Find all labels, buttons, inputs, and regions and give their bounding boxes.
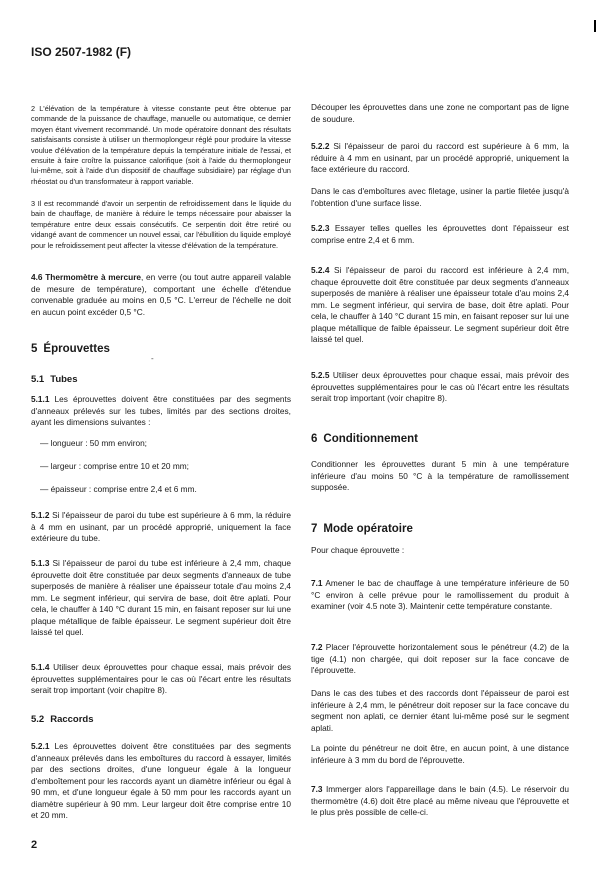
clause-5-2-2-text: Si l'épaisseur de paroi du raccord est supérieure à 6 mm, la réduire à 4 mm en usinant, par un procédé approprié, uniquement la face extérieure du raccord. <box>311 141 569 174</box>
clause-5-1-1 <box>31 394 291 429</box>
paragraph-weld-line: Découper les éprouvettes dans une zone ne comportant pas de ligne de soudure. <box>311 102 569 124</box>
section-5-2-heading <box>31 714 291 725</box>
paragraph-procedure-intro: Pour chaque éprouvette : <box>311 545 405 555</box>
clause-5-2-2 <box>311 141 569 176</box>
clause-4-6-text: , en verre (ou tout autre appareil valable de mesure de température), comportant une échelle d'étendue convenable graduée au moins en 0,5 °C. L'erreur de l'échelle ne doit en aucun point excéder 0,5 °C. <box>31 272 291 317</box>
clause-5-1-3-number: 5.1.3 <box>31 558 50 568</box>
section-6-title: Conditionnement <box>323 433 418 445</box>
paragraph-thin-wall-indenter: Dans le cas des tubes et des raccords dont l'épaisseur de paroi est inférieure à 2,4 mm, le pénétreur doit reposer sur la face concave du segment non aplati, ce dernier étant lui-même posé sur le segment aplati. <box>311 688 569 733</box>
clause-5-2-1-number: 5.2.1 <box>31 741 50 751</box>
section-6-heading <box>311 433 569 445</box>
clause-7-3-number: 7.3 <box>311 784 323 794</box>
section-7-title: Mode opératoire <box>323 523 413 535</box>
clause-5-1-2 <box>31 510 291 545</box>
paragraph-conditioning: Conditionner les éprouvettes durant 5 min à une température inférieure d'au moins 50 °C à la température de ramollissement supposée. <box>311 459 569 492</box>
section-5-2-title: Raccords <box>50 714 94 725</box>
clause-4-6-label: 4.6 Thermomètre à mercure <box>31 272 142 282</box>
clause-5-1-1-number: 5.1.1 <box>31 394 50 404</box>
margin-change-bar <box>594 20 596 32</box>
clause-5-2-1 <box>31 741 291 822</box>
section-5-title: Éprouvettes <box>43 343 110 355</box>
section-5-number: 5 <box>31 343 38 355</box>
clause-7-2-text: Placer l'éprouvette horizontalement sous le pénétreur (4.2) de la tige (4.1) non chargée, qui doit reposer sur la face concave de l'éprouvette. <box>311 642 570 675</box>
clause-5-2-1-text: Les éprouvettes doivent être constituées par des segments d'anneaux prélevés dans les emboîtures du raccord à essayer, limités par des sections droites, d'une longueur égale à la longueur d'emboîtement pour les raccords ayant un diamètre inférieur ou égal à 90 mm, et d'une longueur égale à 50 mm pour les raccords ayant un diamètre supérieur à 90 mm. Leur largeur doit être comprise entre 10 et 20 mm. <box>31 741 291 820</box>
paragraph-threaded-sockets: Dans le cas d'emboîtures avec filetage, usiner la partie filetée jusqu'à l'obtention d'une surface lisse. <box>311 186 569 208</box>
clause-7-3-text: Immerger alors l'appareillage dans le bain (4.5). Le réservoir du thermomètre (4.6) doit être placé au même niveau que l'éprouvette et le plus près possible de celle-ci. <box>311 784 570 817</box>
dimension-thickness: — épaisseur : comprise entre 2,4 et 6 mm. <box>40 484 197 494</box>
clause-5-1-1-text: Les éprouvettes doivent être constituées par des segments d'anneaux prélevés sur les tubes, limités par des sections droites, ayant les dimensions suivantes : <box>31 394 291 427</box>
clause-5-1-4-text: Utiliser deux éprouvettes pour chaque essai, mais prévoir des éprouvettes supplémentaires pour le cas où l'écart entre les résultats serait trop important (voir chapitre 8). <box>31 662 291 695</box>
section-5-heading <box>31 343 291 355</box>
clause-5-2-3 <box>311 223 569 246</box>
clause-7-1 <box>311 578 569 613</box>
clause-5-1-4-number: 5.1.4 <box>31 662 50 672</box>
clause-5-1-3-text: Si l'épaisseur de paroi du tube est inférieure à 2,4 mm, chaque éprouvette doit être constituée par deux segments d'anneaux de tube superposés de manière à réaliser une épaisseur totale d'au moins 2,4 mm. Le segment inférieur, qui servira de base, doit être aplati. Pour cela, le chauffer à 140 °C durant 15 min, en faisant reposer sur lui une plaque métallique de faible épaisseur. Le segment supérieur doit être laissé tel quel. <box>31 558 291 637</box>
clause-5-2-3-number: 5.2.3 <box>311 223 330 233</box>
paragraph-indenter-distance: La pointe du pénétreur ne doit être, en aucun point, à une distance inférieure à 3 mm du bord de l'éprouvette. <box>311 743 569 765</box>
section-7-number: 7 <box>311 523 318 535</box>
note-2: 2 L'élévation de la température à vitesse constante peut être obtenue par commande de la puissance de chauffage, manuelle ou automatique, ce dernier moyen étant vivement recommandé. Un mode opératoire donnant des résultats satisfaisants consiste à utiliser un thermoplongeur réglé pour produire la vitesse voulue d'élévation de la température depuis la température initiale de l'essai, et ensuite à faire croître la puissance calorifique (soit à l'aide du thermoplongeur lui-même, soit à l'aide d'un dispositif de chauffage subsidiaire) par réglage d'un rhéostat ou d'un transformateur à rapport variable. <box>31 104 291 186</box>
clause-5-2-5 <box>311 370 569 405</box>
section-5-1-number: 5.1 <box>31 374 45 385</box>
section-7-heading <box>311 523 569 535</box>
clause-7-2 <box>311 642 569 677</box>
clause-7-2-number: 7.2 <box>311 642 323 652</box>
section-6-number: 6 <box>311 433 318 445</box>
clause-5-2-4 <box>311 265 569 346</box>
stray-mark: - <box>151 354 154 363</box>
clause-4-6 <box>31 272 291 318</box>
clause-7-1-text: Amener le bac de chauffage à une température inférieure de 50 °C environ à celle prévue pour le ramollissement du produit à examiner (voir 4.5 note 3). Maintenir cette température constante. <box>311 578 569 611</box>
section-5-1-heading <box>31 374 291 385</box>
clause-5-2-4-text: Si l'épaisseur de paroi du raccord est inférieure à 2,4 mm, chaque éprouvette doit être constituée par deux segments d'anneaux superposés de manière à réaliser une épaisseur totale d'au moins 2,4 mm. Le segment inférieur, qui servira de base, doit être aplati. Pour cela, le chauffer à 140 °C durant 15 min, en faisant reposer sur lui une plaque métallique de faible épaisseur. Le segment supérieur doit être laissé tel quel. <box>311 265 569 344</box>
section-5-1-title: Tubes <box>50 374 78 385</box>
note-3: 3 Il est recommandé d'avoir un serpentin de refroidissement dans le liquide du bain de chauffage, de manière à réduire le temps nécessaire pour abaisser la température entre deux essais consécutifs. Ce serpentin doit être retiré ou vidangé avant de commencer un nouvel essai, car l'ébullition du liquide employé pour le refroidissement peut affecter la vitesse d'élévation de la température. <box>31 199 291 250</box>
clause-5-1-3 <box>31 558 291 639</box>
clause-5-1-2-number: 5.1.2 <box>31 510 50 520</box>
clause-5-2-5-text: Utiliser deux éprouvettes pour chaque essai, mais prévoir des éprouvettes supplémentaires pour le cas où l'écart entre les résultats serait trop important (voir chapitre 8). <box>311 370 569 403</box>
dimension-width: — largeur : comprise entre 10 et 20 mm; <box>40 461 189 471</box>
page-number: 2 <box>31 839 38 851</box>
clause-5-2-4-number: 5.2.4 <box>311 265 330 275</box>
clause-7-1-number: 7.1 <box>311 578 323 588</box>
clause-5-1-2-text: Si l'épaisseur de paroi du tube est supérieure à 6 mm, la réduire à 4 mm en usinant, par un procédé approprié, uniquement la face extérieure du tube. <box>31 510 291 543</box>
clause-7-3 <box>311 784 569 819</box>
clause-5-2-3-text: Essayer telles quelles les éprouvettes dont l'épaisseur est comprise entre 2,4 et 6 mm. <box>311 223 569 245</box>
dimension-length: — longueur : 50 mm environ; <box>40 438 147 448</box>
clause-5-2-2-number: 5.2.2 <box>311 141 330 151</box>
document-header: ISO 2507-1982 (F) <box>31 45 132 59</box>
clause-5-2-5-number: 5.2.5 <box>311 370 330 380</box>
section-5-2-number: 5.2 <box>31 714 45 725</box>
clause-5-1-4 <box>31 662 291 697</box>
